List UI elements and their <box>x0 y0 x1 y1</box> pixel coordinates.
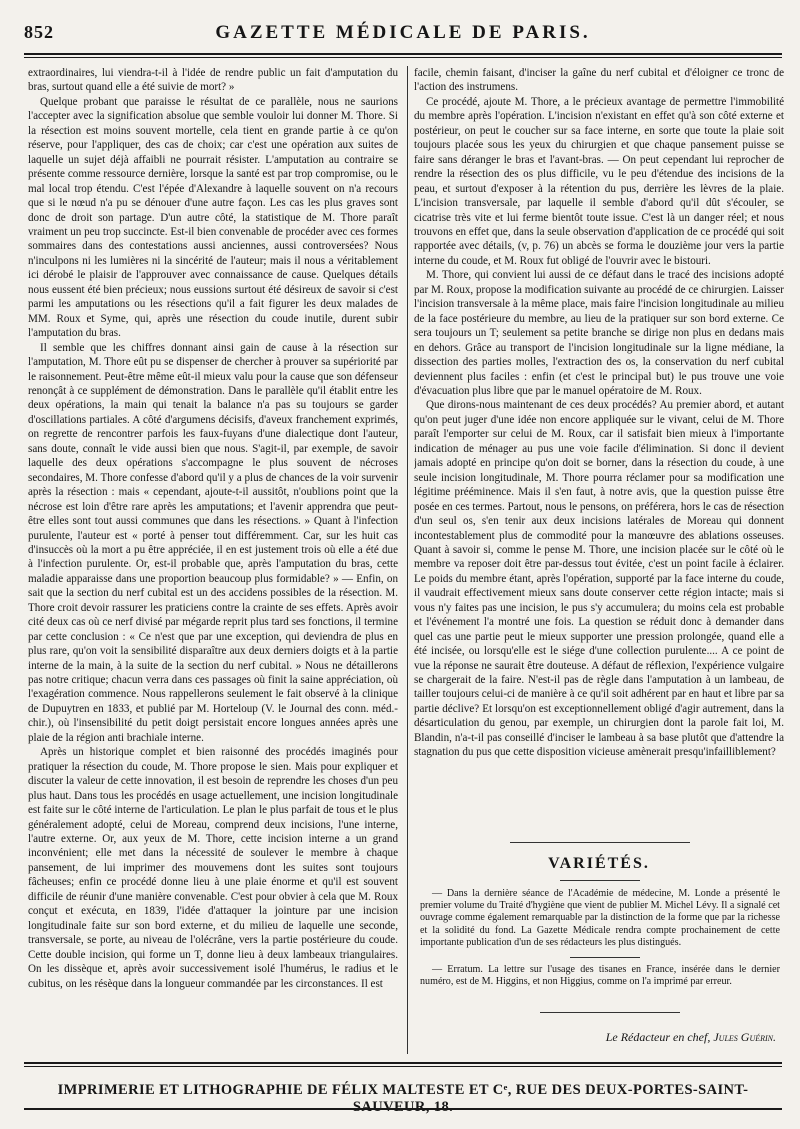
printer-imprint: IMPRIMERIE ET LITHOGRAPHIE DE FÉLIX MALTESTE ET Cᵉ, RUE DES DEUX-PORTES-SAINT-SAUVEUR, 18. <box>57 1082 749 1115</box>
right-paragraph-1: facile, chemin faisant, d'inciser la gaîne du nerf cubital et d'éloigner ce tronc de l'action des instrumens. <box>414 67 784 94</box>
footer-rule-top <box>24 1062 782 1064</box>
left-paragraph-3: Il semble que les chiffres donnant ainsi gain de cause à la résection sur l'amputation, M. Thore eût pu se dispenser de chercher à prouver sa supériorité par le raisonnement. Peut-être même eût-il mieux valu pour la cause que son défenseur renonçât à ce supplément de démonstration. Dans le parallèle qu'il établit entre les deux opérations, la main qui tenait la balance n'a pas su toujours se garder d'oscillations partiales. A côté d'argumens décisifs, d'aveux franchement exprimés, on regrette de rencontrer parfois les faux-fuyans d'une dialectique dont l'auteur, sans doute, connaît le vide aussi bien que nous. S'agit-il, par exemple, de savoir laquelle des deux opérations s'accompagne le plus souvent de nécroses secondaires, M. Thore confesse d'abord qu'il y a plus de chances de la voir survenir après la résection : mais « cependant, ajoute-t-il aussitôt, n'oublions point que la nécrose est loin d'être rare après les amputations; et l'avenir apprendra que peut-être elles sont tout aussi communes que dans les résections. » Quant à l'infection purulente, l'auteur est « porté à penser tout différemment. Car, sur les huit cas d'insuccès où la mort a pu être appréciée, il en est justement trois où elle a été due à l'infection purulente. Or, est-il probable que, après l'amputation du bras, cette maladie apparaisse dans une proportion beaucoup plus formidable? » — Enfin, on sait que la section du nerf cubital est un des accidens possibles de la résection. M. Thore croit devoir rassurer les praticiens contre la crainte de ses effets. Après avoir cité deux cas où ce nerf divisé par mégarde reprit plus tard ses fonctions, il termine par cette conclusion : « Ce n'est que par une exception, qui deviendra de plus en plus rare, qu'on voit la sensibilité disparaître aux deux derniers doigts et à la partie interne de la main, à la suite de la section du nerf cubital. » Nous ne détaillerons pas notre critique; chacun verra dans ces passages où finit la saine appréciation, où l'exagération commence. Nous rappellerons seulement le fait observé à la clinique de Dupuytren en 1833, et publié par M. Horteloup (V. le Journal des conn. méd.-chir.), où l'insensibilité du petit doigt persistait encore longues années après une plaie de la région anti brachiale interne. <box>28 341 398 744</box>
varietes-heading: VARIÉTÉS. <box>548 855 650 872</box>
editor-signature <box>414 1030 776 1045</box>
signature-prefix: Le Rédacteur en chef, <box>605 1030 711 1044</box>
page-header <box>24 22 782 48</box>
left-paragraph-4: Après un historique complet et bien raisonné des procédés imaginés pour pratiquer la résection du coude, M. Thore propose le sien. Mais pour expliquer et discuter la valeur de cette innovation, il est besoin de reprendre les choses d'un peu plus haut. Dans tous les procédés en usage actuellement, une incision longitudinale est faite sur le côté interne de l'articulation. Le plan le plus parfait de tous et le plus généralement adopté, celui de Moreau, comprend deux incisions, l'une interne, l'autre externe. Or, aux yeux de M. Thore, cette incision interne a un grand inconvénient; elle met dans la nécessité de soulever le membre à chaque pansement, de lui imprimer des mouvemens dont les suites sont toujours fâcheuses; enfin ce procédé donne lieu à une plaie énorme et qu'il est souvent difficile de réunir d'une manière convenable. C'est pour obvier à cela que M. Roux conçut et exécuta, en 1839, l'idée d'attaquer la jointure par une incision longitudinale faite sur son bord externe, et du milieu de laquelle une seconde, transversale, se porte, au niveau de l'olécrâne, vers la partie postérieure du coude. Cette double incision, qui forme un T, donne lieu à deux lambeaux triangulaires. On les dissèque et, après avoir successivement isolé l'humérus, le radius et le cubitus, on les résèque dans la longueur commandée par les circonstances. Il est <box>28 746 398 990</box>
right-column <box>414 66 784 836</box>
right-paragraph-3: M. Thore, qui convient lui aussi de ce défaut dans le tracé des incisions adopté par M. Roux, propose la modification suivante au procédé de ce chirurgien. Laisser l'incision transversale à la même place, mais faire l'incision longitudinale au milieu de la face postérieure du membre, au lieu de la pratiquer sur son bord externe. Ce sera toujours un T; seulement sa petite branche se dirige non plus en dedans mais en dehors. Grâce au transport de l'incision longitudinale sur la ligne médiane, la dissection des parties molles, l'extraction des os, la conservation du nerf cubital deviennent plus faciles : enfin (et c'est le principal but) le pus trouve une voie d'évacuation plus libre que par le manuel opératoire de M. Roux. <box>414 269 784 397</box>
varietes-item-erratum: — Erratum. La lettre sur l'usage des tisanes en France, insérée dans le dernier numéro, est de M. Higgins, et non Higgius, comme on l'a imprimé par erreur. <box>420 964 780 988</box>
item-separator <box>570 957 640 958</box>
header-rule <box>24 53 782 55</box>
left-column <box>28 66 398 1052</box>
signature-name: Jules Guérin. <box>713 1030 776 1044</box>
page-number: 852 <box>24 22 54 42</box>
header-rule-thin <box>24 57 782 58</box>
signature-rule <box>540 1012 680 1013</box>
section-rule-under-heading <box>560 880 640 881</box>
left-paragraph-1: extraordinaires, lui viendra-t-il à l'idée de rendre public un fait d'amputation du bras, surtout quand elle a été suivie de mort? » <box>28 67 398 94</box>
running-title: GAZETTE MÉDICALE DE PARIS. <box>215 22 591 43</box>
right-paragraph-2: Ce procédé, ajoute M. Thore, a le précieux avantage de permettre l'immobilité du membre après l'opération. L'incision n'existant en effet qu'à son côté externe et postérieur, on peut le coucher sur sa face interne, en sorte que toute la plaie soit toujours placée sous les yeux du chirurgien et que chaque pansement puisse se faire sans déranger le bras et l'avant-bras. — On peut cependant lui reprocher de rendre la résection des os plus difficile, vu le peu d'étendue des incisions de la peau, et surtout d'exposer à la rétention du pus, derrière les lèvres de la plaie. L'incision transversale, par laquelle il semble d'abord qu'il dût s'écouler, se cicatrise très vite et lui ferme bientôt toute issue. C'est là un danger réel; et nous trouvons en effet que, dans la seule observation d'application de ce procédé qui soit rapportée avec détails, (v, p. 76) un abcès se forma le douzième jour vers la partie interne du coude, et M. Roux fut obligé de l'ouvrir avec le bistouri. <box>414 95 784 267</box>
varietes-item-academie: — Dans la dernière séance de l'Académie de médecine, M. Londe a présenté le premier volume du Traité d'hygiène que vient de publier M. Michel Lévy. Il a signalé cet ouvrage comme également remarquable par la distinction de la forme que par la richesse et la solidité du fond. La Gazette Médicale rendra compte prochainement de cette importante publication d'un de ses rédacteurs les plus distingués. <box>420 888 780 948</box>
section-rule-top <box>510 842 690 843</box>
right-paragraph-4: Que dirons-nous maintenant de ces deux procédés? Au premier abord, et autant qu'on peut juger d'une idée non encore appliquée sur le vivant, celui de M. Thore paraît l'emporter sur celui de M. Roux, car il satisfait bien mieux à l'importante indication de ménager au pus une voie facile d'élimination. Si donc il devient jamais adopté en principe qu'on doit se borner, dans la résection du coude, à une seule incision longitudinale, M. Thore pourra réclamer pour sa modification une légitime prééminence. Mais il s'en faut, à notre avis, que la question puisse être posée en ces termes. Partout, nous le pensons, on préférera, hors le cas de résection d'un seul os, s'en tenir aux deux incisions latérales de Moreau qui donnent incontestablement plus de commodité pour la manœuvre des ablations osseuses. Quant à savoir si, comme le pense M. Thore, une incision placée sur le côté où le membre va reposer doit être par-dessus tout évitée, c'est un point facile à éclairer. Le poids du membre étant, après l'opération, supporté par la face interne du coude, il vaudrait effectivement mieux sans doute conserver cette région intacte; mais si vous n'y faites pas une incision, le pus s'y accumulera; du moins cela est probable et l'événement l'a montré une fois. La question se réduit donc à demander dans quel cas une partie peut le mieux supporter une pression prolongée, quand elle a été incisée, ou lorsqu'elle est le siége d'une collection purulente.... A ce point de vue la réponse ne saurait être douteuse. A défaut de réflexion, l'expérience vulgaire se chargerait de la faire. N'est-il pas de règle dans l'amputation à un lambeau, de tailler toujours celui-ci de manière à ce qu'il soit adhérent par en haut et libre par sa partie déclive? Et lorsqu'on est exceptionnellement obligé d'agir autrement, dans la désarticulation du genou, par exemple, un chirurgien dont la parole fait loi, M. Blandin, n'a-t-il pas conseillé d'inciser le lambeau à sa base plutôt que d'attendre la stagnation du pus que cette disposition vicieuse amènerait presqu'infailliblement? <box>414 399 784 759</box>
footer-rule-top-thin <box>24 1066 782 1067</box>
column-divider <box>407 66 408 1054</box>
left-paragraph-2: Quelque probant que paraisse le résultat de ce parallèle, nous ne saurions l'accepter avec la signification absolue que semble vouloir lui donner M. Thore. Si la résection est moins souvent mortelle, cela tient en grande partie à ce qu'on réserve, pour l'appliquer, des cas de choix; car c'est une opération aux suites de laquelle un sujet déjà affaibli ne pourrait résister. L'amputation au contraire se présente comme ressource dernière, lorsque la santé est par trop compromise, ou le mal local trop étendu. C'est l'épée d'Alexandre à laquelle souvent on n'a recours que si le nœud n'a pu se dénouer d'une autre façon. Les cas les plus graves sont donc de droit son partage. D'un autre côté, la statistique de M. Thore paraît vraiment un peu trop succincte. Est-il bien convenable de procéder avec ces formes sommaires dans des contestations aussi anciennes, aussi controversées? Nous n'inculpons ni les lumières ni la sincérité de l'auteur; mais il nous a véritablement ici dérobé le plaisir de l'approuver avec connaissance de cause. Quelques détails nous eussent été bien précieux; nous eussions surtout été désireux de savoir si c'est parmi les amputations ou les résections qu'il a fait figurer les deux malades de MM. Roux et Syme, qui, après une résection du coude inutile, durent subir l'amputation du bras. <box>28 95 398 340</box>
footer-rule-bottom <box>24 1108 782 1110</box>
